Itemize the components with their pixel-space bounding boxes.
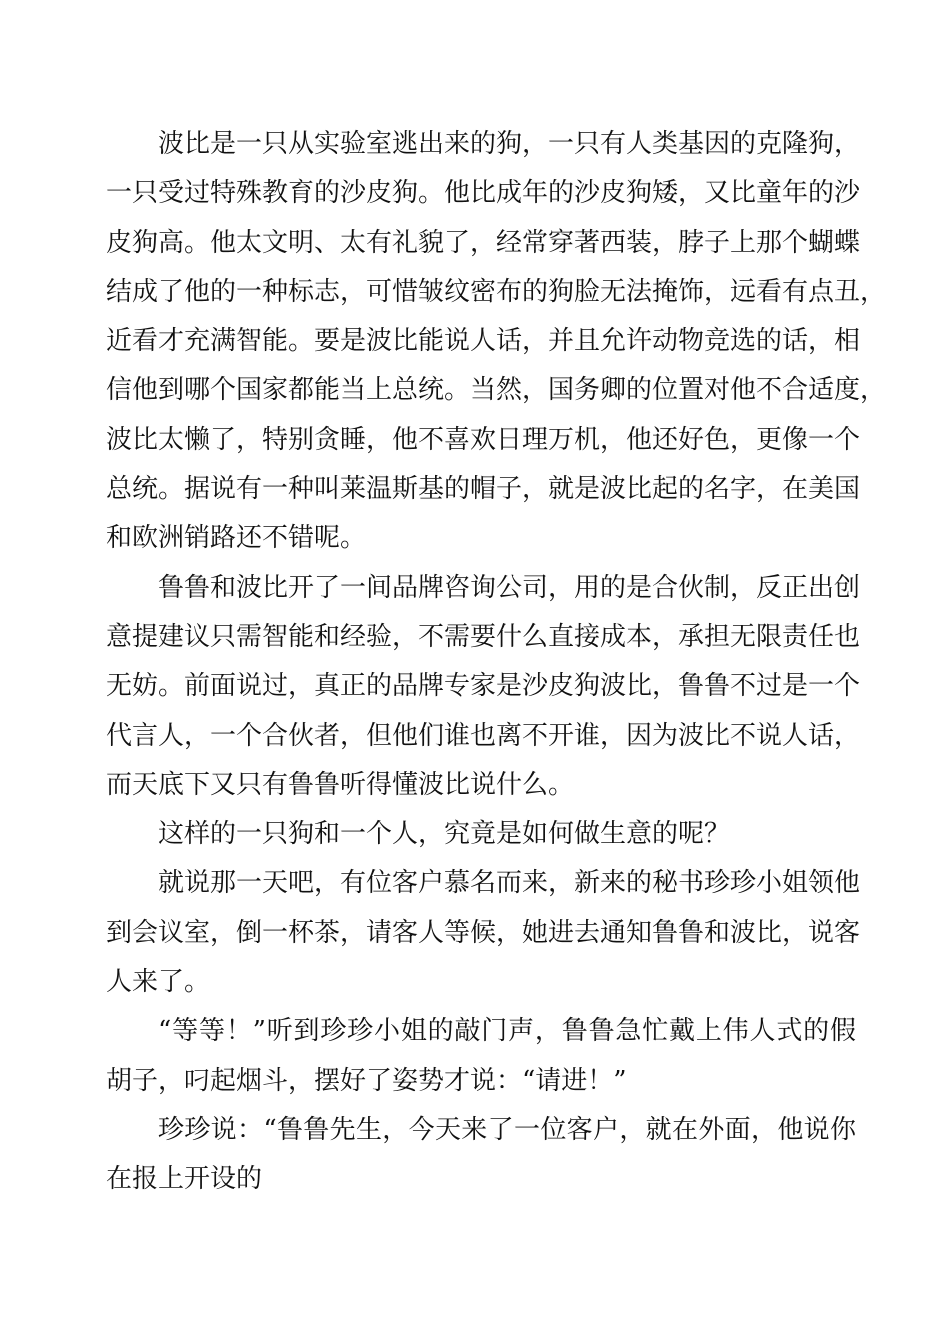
text-line: 和欧洲销路还不错呢。 <box>106 523 367 554</box>
text-line: 结成了他的一种标志，可惜皱纹密布的狗脸无法掩饰，远看有点丑， <box>106 276 887 307</box>
text-line: 意提建议只需智能和经验，不需要什么直接成本，承担无限责任也 <box>106 621 861 652</box>
text-line: 信他到哪个国家都能当上总统。当然，国务卿的位置对他不合适度， <box>106 375 887 406</box>
text-line: 波比是一只从实验室逃出来的狗，一只有人类基因的克隆狗， <box>158 129 861 159</box>
body-text <box>106 120 887 1205</box>
text-line: 鲁鲁和波比开了一间品牌咨询公司，用的是合伙制，反正出创 <box>158 572 861 603</box>
text-line: 在报上开设的 <box>106 1164 263 1195</box>
text-line: 皮狗高。他太文明、太有礼貌了，经常穿著西装，脖子上那个蝴蝶 <box>106 227 861 258</box>
text-line: 到会议室，倒一杯茶，请客人等候，她进去通知鲁鲁和波比，说客 <box>106 917 861 948</box>
text-line: 胡子，叼起烟斗，摆好了姿势才说：“请进！” <box>106 1065 627 1096</box>
text-line: 波比太懒了，特别贪睡，他不喜欢日理万机，他还好色，更像一个 <box>106 424 861 455</box>
text-line: 总统。据说有一种叫莱温斯基的帽子，就是波比起的名字，在美国 <box>106 474 861 505</box>
text-line: 人来了。 <box>106 967 211 998</box>
text-line: “等等！”听到珍珍小姐的敲门声，鲁鲁急忙戴上伟人式的假 <box>158 1016 856 1047</box>
text-line: 而天底下又只有鲁鲁听得懂波比说什么。 <box>106 769 575 800</box>
text-line: 这样的一只狗和一个人，究竟是如何做生意的呢？ <box>158 819 731 850</box>
text-line: 一只受过特殊教育的沙皮狗。他比成年的沙皮狗矮，又比童年的沙 <box>106 178 861 209</box>
text-line: 代言人，一个合伙者，但他们谁也离不开谁，因为波比不说人话， <box>106 720 861 751</box>
text-line: 近看才充满智能。要是波比能说人话，并且允许动物竞选的话，相 <box>106 326 861 357</box>
text-line: 珍珍说：“鲁鲁先生，今天来了一位客户，就在外面，他说你 <box>158 1114 856 1145</box>
text-line: 无妨。前面说过，真正的品牌专家是沙皮狗波比，鲁鲁不过是一个 <box>106 671 861 702</box>
text-line: 就说那一天吧，有位客户慕名而来，新来的秘书珍珍小姐领他 <box>158 868 861 899</box>
